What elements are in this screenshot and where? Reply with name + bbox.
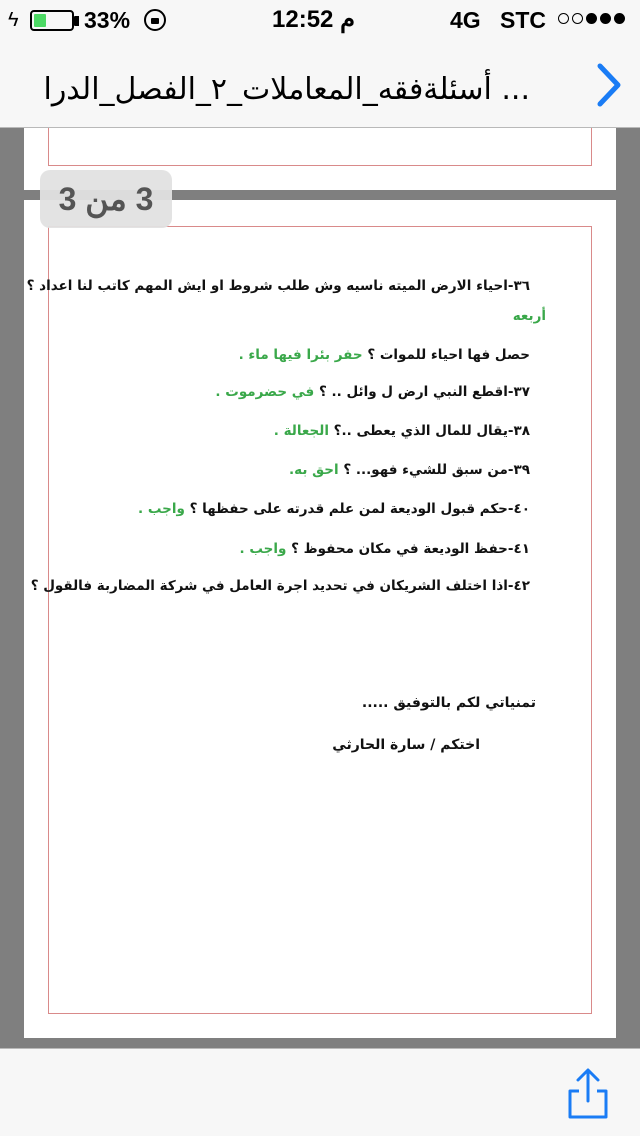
signature-line: اختكم / سارة الحارثي	[332, 737, 480, 753]
question-line: حصل فها احياء للموات ؟ حفر بئرا فيها ماء .	[238, 347, 530, 363]
page-border	[48, 128, 592, 166]
signal-dot	[572, 13, 583, 24]
battery-icon	[30, 10, 74, 31]
share-icon	[566, 1067, 610, 1121]
top-bar	[0, 0, 640, 128]
signal-dot	[614, 13, 625, 24]
battery-tip	[74, 16, 79, 26]
page-indicator: 3 من 3	[40, 170, 172, 228]
closing-line: تمنياتي لكم بالتوفيق .....	[361, 695, 536, 711]
orientation-lock-icon	[144, 9, 166, 31]
question-line: ٤٠-حكم قبول الوديعة لمن علم قدرته على حفظها ؟ واجب .	[138, 501, 530, 517]
network-type: 4G	[450, 7, 481, 33]
document-title: أسئلةفقه_المعاملات_٢_الفصل_الدرا ...	[43, 72, 530, 107]
signal-dot	[558, 13, 569, 24]
chevron-left-icon	[588, 62, 632, 108]
share-button[interactable]	[566, 1067, 610, 1121]
question-line: ٣٩-من سبق للشيء فهو... ؟ احق به.	[289, 462, 530, 478]
battery-level-fill	[34, 14, 46, 27]
question-line: ٤١-حفظ الوديعة في مكان محفوظ ؟ واجب .	[239, 541, 530, 557]
question-line: ٣٧-اقطع النبي ارض ل وائل .. ؟ في حضرموت .	[215, 384, 530, 400]
question-line: ٤٢-اذا اختلف الشريكان في تحديد اجرة العامل في شركة المضاربة فالقول ؟	[30, 578, 530, 594]
bottom-toolbar	[0, 1048, 640, 1136]
signal-dot	[586, 13, 597, 24]
charging-bolt-icon: ϟ	[8, 9, 19, 31]
question-line: ٣٦-احياء الارض الميته ناسيه وش طلب شروط او ايش المهم كاتب لنا اعداد ؟	[26, 278, 530, 294]
status-bar	[0, 0, 640, 40]
battery-percent: 33%	[84, 7, 131, 33]
question-line: ٣٨-يقال للمال الذي يعطى ..؟ الجعالة .	[273, 423, 530, 439]
status-time: 12:52 م	[272, 6, 355, 33]
back-button[interactable]	[588, 62, 632, 108]
carrier-name: STC	[500, 7, 546, 33]
signal-strength-icon	[558, 13, 625, 24]
answer-line: أربعه	[512, 308, 546, 324]
signal-dot	[600, 13, 611, 24]
